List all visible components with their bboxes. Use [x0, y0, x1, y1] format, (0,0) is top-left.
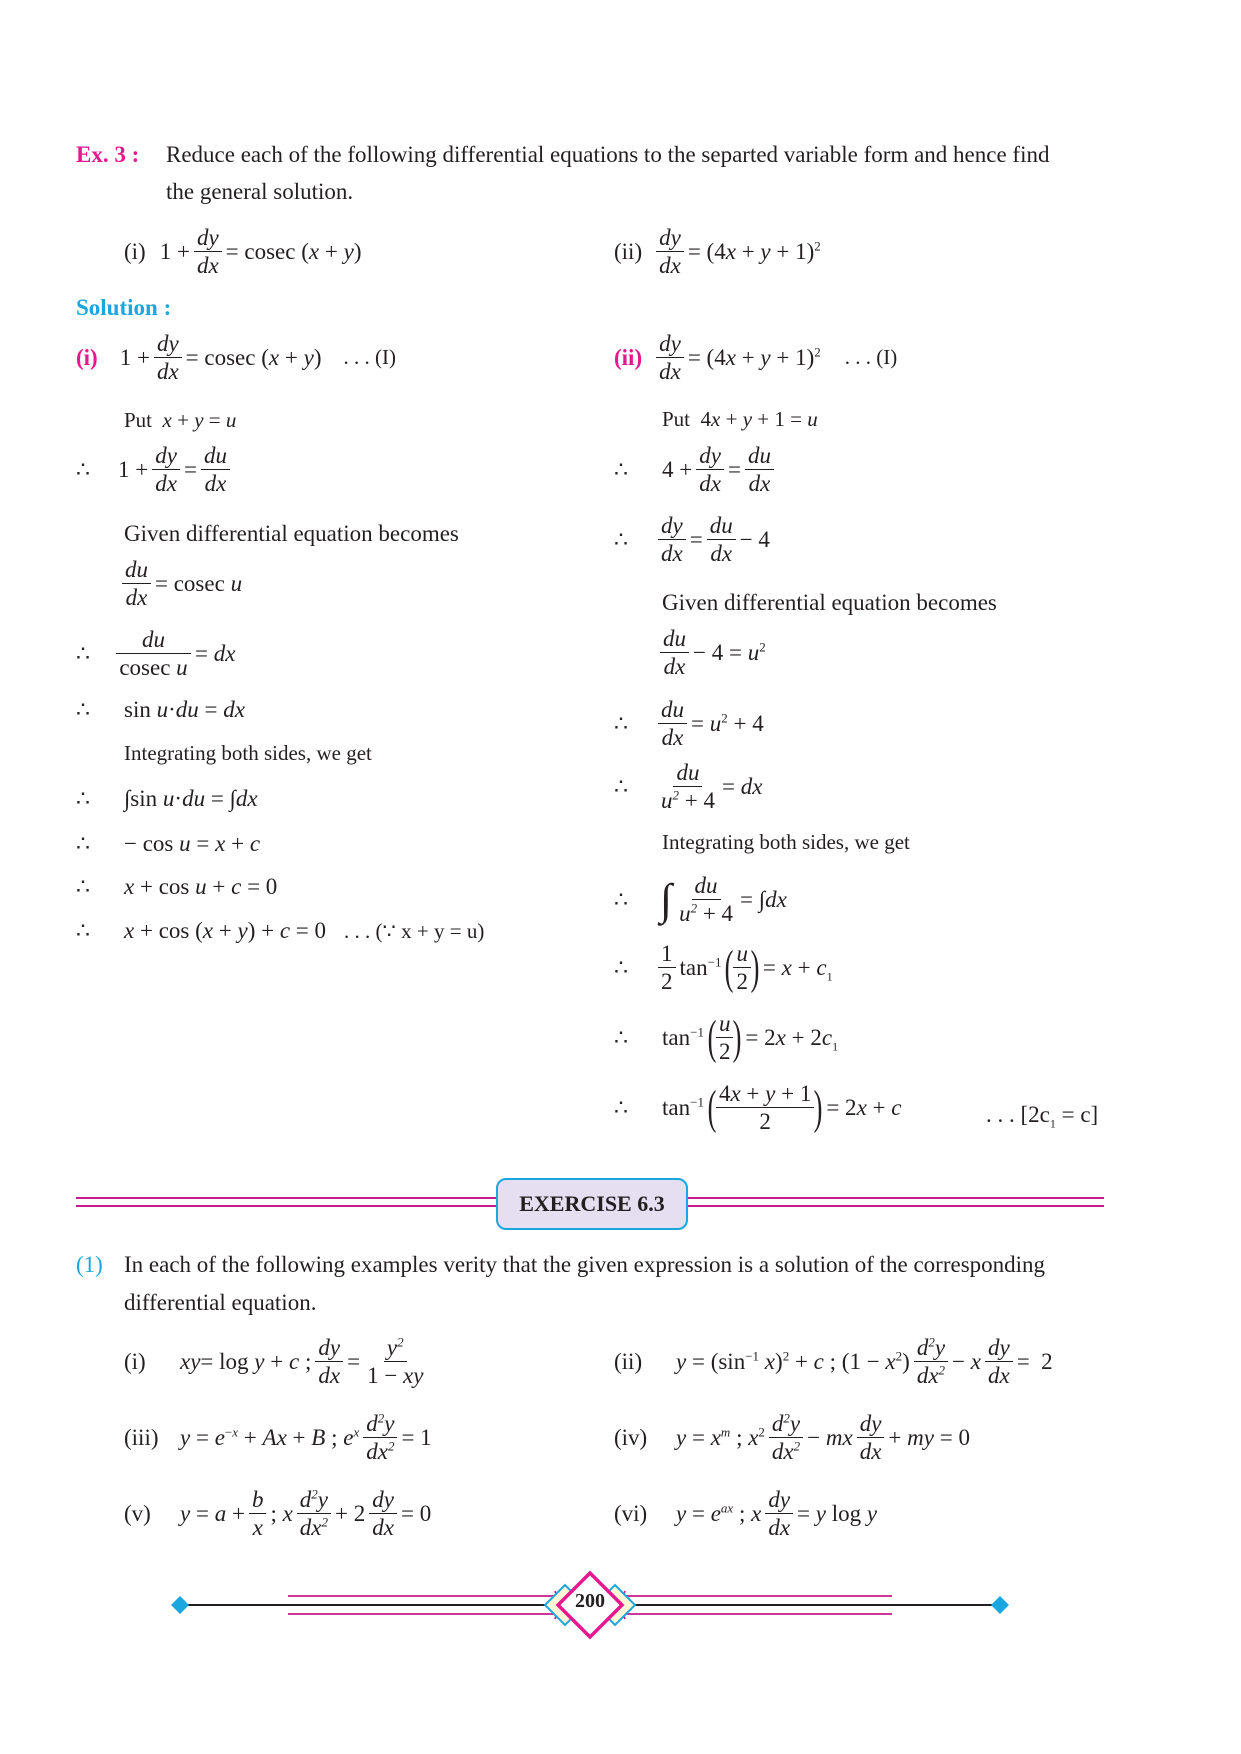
item-label: (iii)	[124, 1424, 159, 1450]
exercise-item-vi: (vi) $y = e^{ax}$ ; x $\frac{dy}{dx}$ = y log y	[614, 1487, 878, 1541]
substitution-i: Put x + y = u	[124, 408, 237, 432]
exercise-question-number: (1)	[76, 1252, 103, 1277]
part-i-label: (i)	[76, 344, 98, 370]
equation-ref: . . . (I)	[844, 345, 898, 370]
part-ii-equation: (ii) $\frac{dy}{dx}$ = $(4x + y + 1)^2$ . . . (I)	[614, 331, 898, 385]
part-i-equation: (i) 1 + $\frac{dy}{dx}$ = cosec (x + y) . . . (I)	[76, 331, 396, 385]
exercise-item-ii: (ii) $y = (\sin^{-1}$ x)$^2$ + c ; $(1 - x^2)$ $\frac{d^2y}{dx^2}$ − x $\frac{dy}{dx}$ = 2	[614, 1334, 1053, 1389]
step-i-5: ∴ ∫sin u·du = ∫dx	[76, 786, 258, 811]
item-label: (v)	[124, 1500, 151, 1526]
step-ii-8: ∴ $\tan^{-1}$ ( $\frac{u}{2}$ ) = $2x + 2c_1$	[614, 1010, 839, 1065]
example-text-line2: the general solution.	[166, 179, 354, 204]
substitution-ii: Put 4x + y + 1 = u	[662, 407, 818, 431]
example-text-line1: Reduce each of the following differential equations to the separted variable form and hence find	[166, 142, 1050, 167]
exercise-title: EXERCISE 6.3	[496, 1178, 688, 1230]
solution-heading: Solution :	[76, 295, 172, 320]
item-label: (i)	[124, 1348, 146, 1374]
step-ii-5: ∴ $\frac{du}{u^2 + 4}$ = dx	[614, 760, 763, 814]
step-ii-3: $\frac{du}{dx}$ − $4 = u^2$	[656, 625, 766, 680]
step-i-3: ∴ $\frac{du}{\text{cosec u}}$ = dx	[76, 627, 236, 681]
step-ii-1: ∴ 4 + $\frac{dy}{dx}$ = $\frac{du}{dx}$	[614, 442, 778, 497]
step-ii-9: ∴ $\tan^{-1}$ ( $\frac{4x + y + 1}{2}$ ) = 2x + c	[614, 1080, 902, 1135]
exercise-item-i: (i) xy= log y + c ; $\frac{dy}{dx}$ = $\frac{y^2}{1 - xy}$	[124, 1334, 424, 1389]
step-i-1: ∴ 1 + $\frac{dy}{dx}$ = $\frac{du}{dx}$	[76, 442, 234, 497]
step-ii-4: ∴ $\frac{du}{dx}$ = $u^2 + 4$	[614, 697, 764, 751]
reason-note: . . . (∵ x + y = u)	[344, 918, 485, 943]
step-i-2: $\frac{du}{dx}$ = cosec u	[118, 556, 242, 611]
step-i-8: ∴ x + cos (x + y) + c = 0 . . . (∵ x + y = u)	[76, 918, 485, 943]
part-ii-label: (ii)	[614, 344, 643, 370]
given-becomes-ii: Given differential equation becomes	[662, 590, 997, 615]
question-label: (ii)	[614, 238, 643, 264]
final-note: . . . $[2c_1 = c]$	[986, 1102, 1099, 1131]
given-becomes-i: Given differential equation becomes	[124, 521, 459, 546]
integrating-ii: Integrating both sides, we get	[662, 830, 910, 854]
page-number: 200	[575, 1590, 605, 1612]
put-word: Put	[124, 408, 153, 432]
exercise-item-iv: (iv) $y = x^m$ ; $x^2$ $\frac{d^2y}{dx^2}$ − mx $\frac{dy}{dx}$ + my = 0	[614, 1410, 970, 1465]
exercise-question-line2: differential equation.	[124, 1290, 317, 1315]
item-label: (ii)	[614, 1348, 643, 1374]
exercise-question-line1: In each of the following examples verity that the given expression is a solution of the corresponding	[124, 1252, 1046, 1277]
step-ii-6: ∴ ∫ $\frac{du}{u^2 + 4}$ = ∫dx	[614, 873, 787, 927]
question-ii: (ii) $\frac{dy}{dx}$ = $(4x + y + 1)^2$	[614, 225, 821, 279]
step-ii-2: ∴ $\frac{dy}{dx}$ = $\frac{du}{dx}$ − 4	[614, 513, 770, 567]
question-i: (i) 1 + $\frac{dy}{dx}$ = cosec (x + y)	[124, 225, 362, 279]
step-i-7: ∴ x + cos u + c = 0	[76, 874, 278, 899]
integrating-i: Integrating both sides, we get	[124, 741, 372, 765]
step-i-4: ∴ sin u·du = dx	[76, 697, 245, 722]
item-label: (iv)	[614, 1424, 648, 1450]
exercise-item-v: (v) y = a + $\frac{b}{x}$ ; x $\frac{d^2y}{dx^2}$ + 2 $\frac{dy}{dx}$ = 0	[124, 1486, 432, 1541]
step-ii-7: ∴ $\frac{1}{2}$ $\tan^{-1}$ ( $\frac{u}{2}$ ) = $x + c_1$	[614, 940, 833, 995]
put-word: Put	[662, 407, 691, 431]
question-label: (i)	[124, 238, 146, 264]
example-label: Ex. 3 :	[76, 142, 140, 167]
equation-ref: . . . (I)	[343, 345, 396, 370]
exercise-item-iii: (iii) $y = e^{-x} + Ax + B$ ; $e^x$ $\frac{d^2y}{dx^2}$ = 1	[124, 1410, 432, 1465]
step-i-6: ∴ − cos u = x + c	[76, 831, 261, 856]
item-label: (vi)	[614, 1500, 648, 1526]
